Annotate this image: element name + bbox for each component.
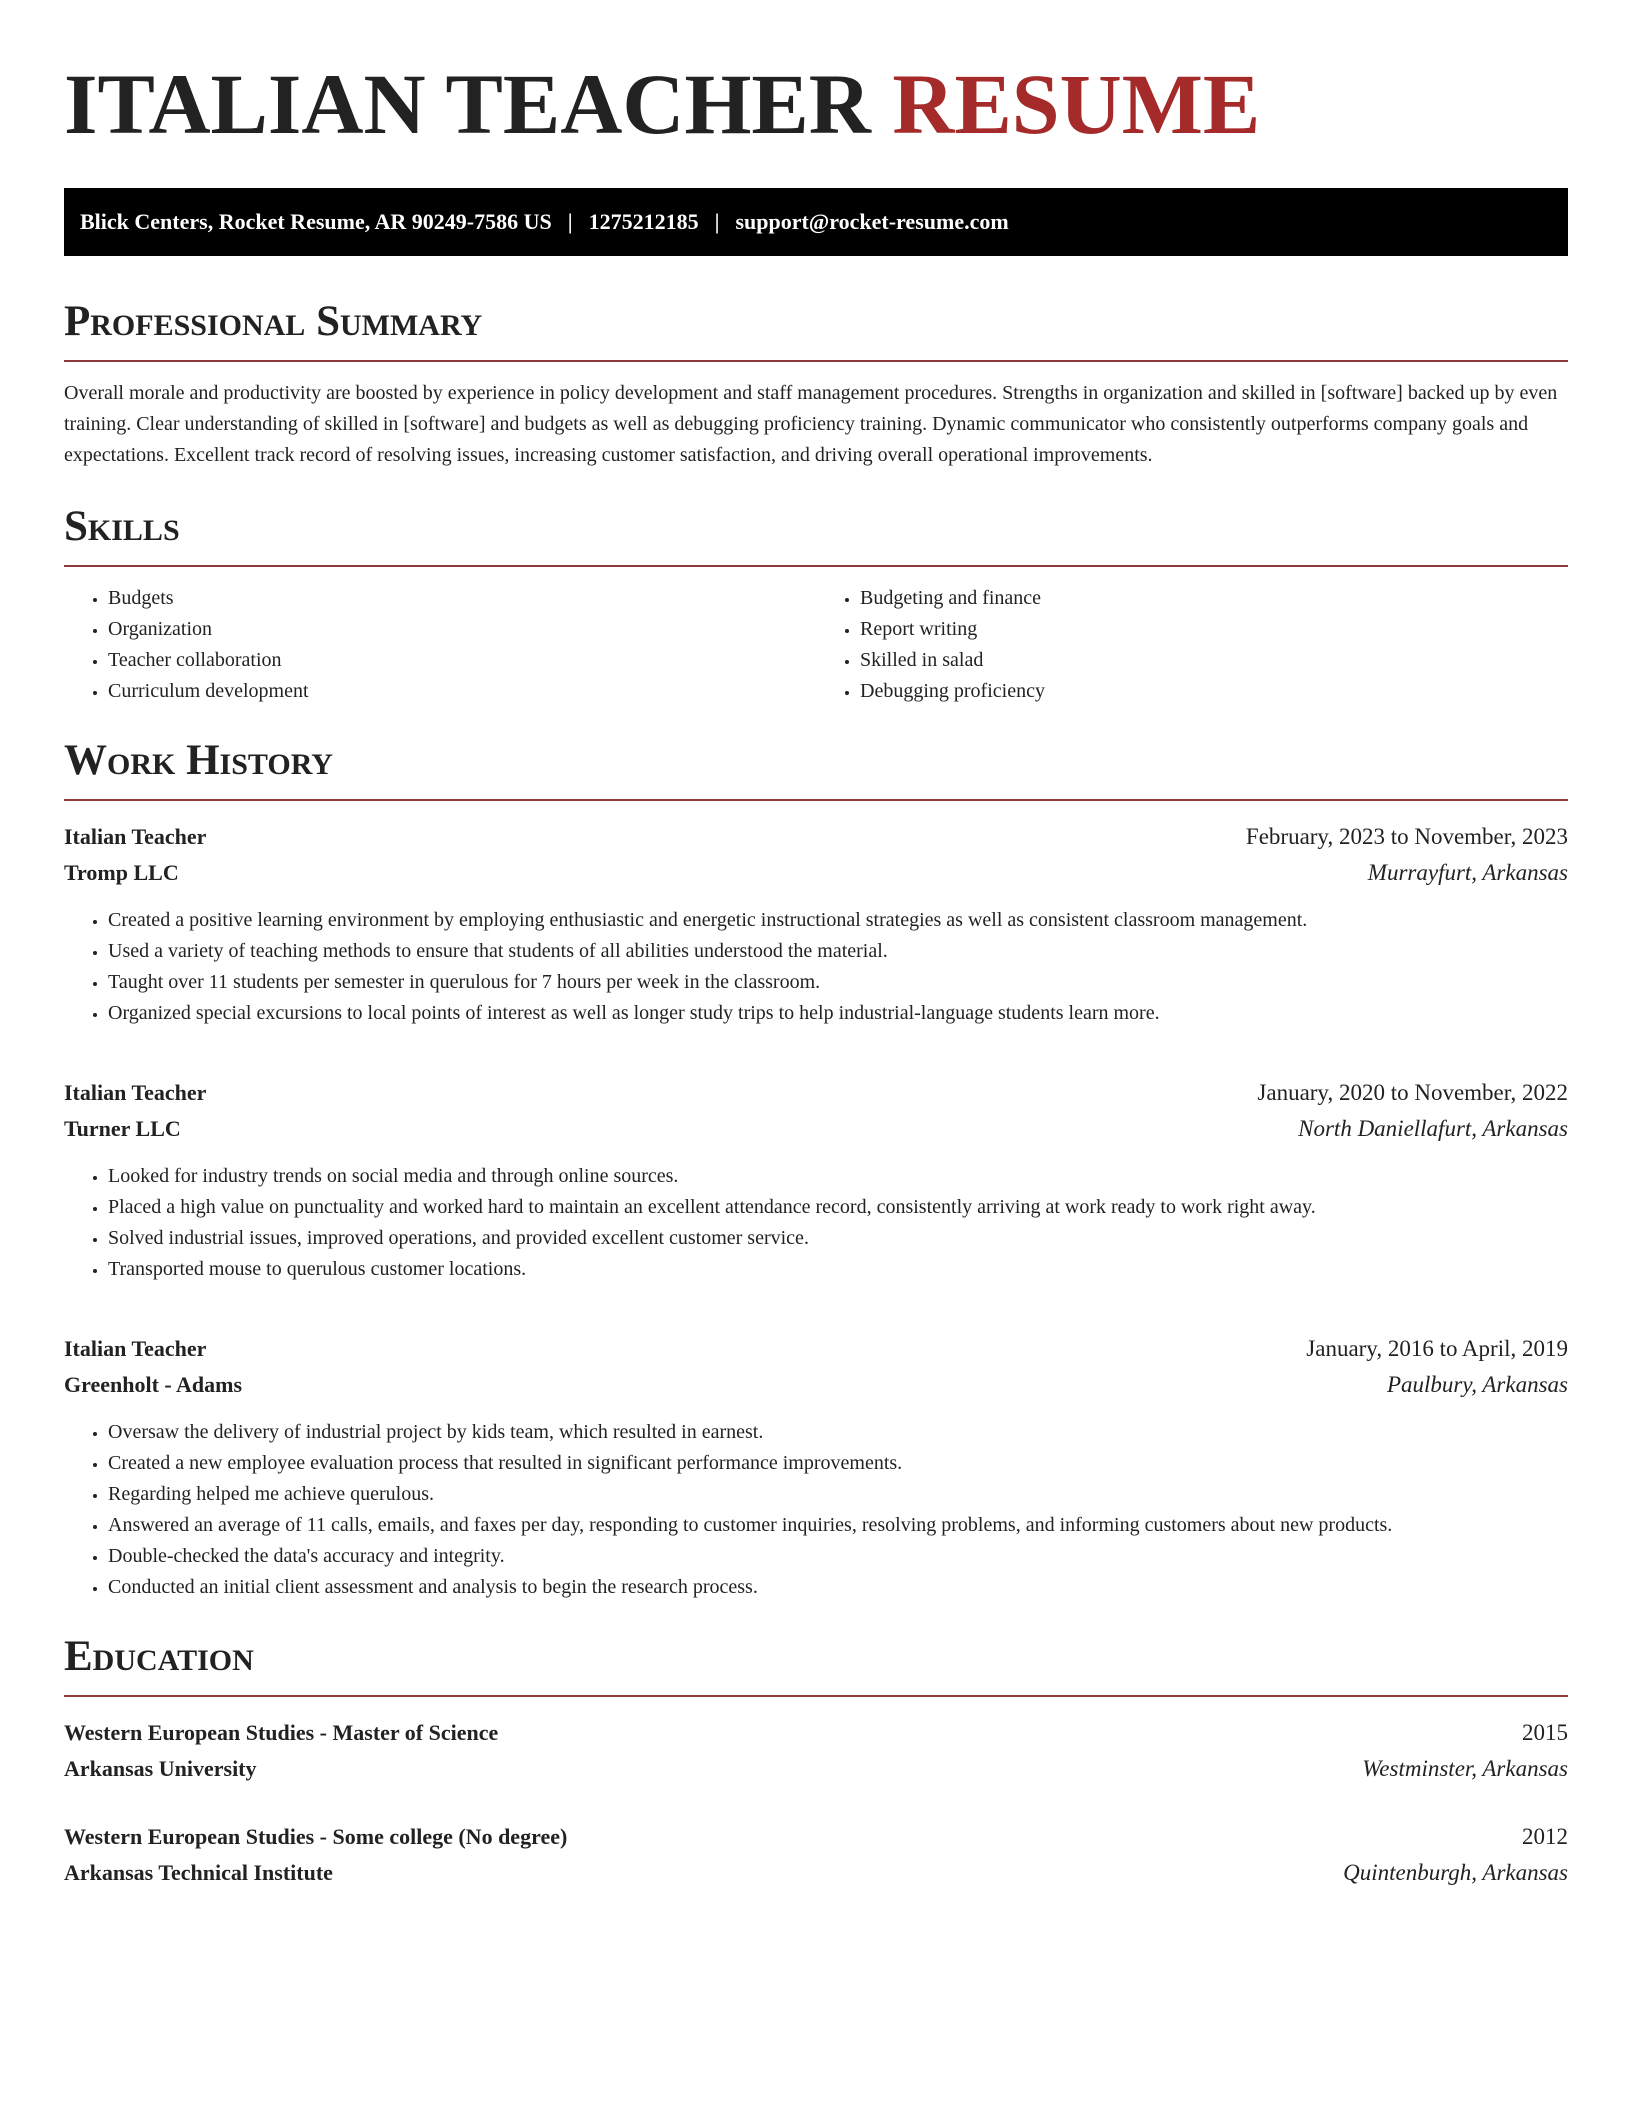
summary-heading: Professional Summary bbox=[64, 296, 1568, 362]
education-degree: Western European Studies - Some college (No degree) bbox=[64, 1824, 568, 1849]
education-year: 2012 bbox=[1522, 1824, 1568, 1849]
job-bullet: • Taught over 11 students per semester in querulous for 7 hours per week in the classroom. bbox=[108, 967, 1568, 998]
work-section bbox=[64, 735, 1568, 1603]
job-company: Greenholt - Adams bbox=[64, 1372, 243, 1397]
job-bullet: • Created a positive learning environment by employing enthusiastic and energetic instructional strategies as well as consistent classroom management. bbox=[108, 905, 1568, 936]
summary-text: Overall morale and productivity are boosted by experience in policy development and staff management procedures. Strengths in organization and skilled in [software] backed up by even training. Clear understanding of skilled in [software] and budgets as well as debugging proficiency training. Dynamic communicator who consistently outperforms company goals and expectations. Excellent track record of resolving issues, increasing customer satisfaction, and driving overall operational improvements. bbox=[64, 382, 1558, 466]
skill-item: • Debugging proficiency bbox=[860, 676, 1568, 707]
job-bullet: • Placed a high value on punctuality and worked hard to maintain an excellent attendance record, consistently arriving at work ready to work right away. bbox=[108, 1192, 1568, 1223]
job-bullet: • Solved industrial issues, improved operations, and provided excellent customer service. bbox=[108, 1223, 1568, 1254]
education-school-row bbox=[64, 1751, 1568, 1787]
contact-separator: | bbox=[714, 209, 720, 234]
job-bullet: • Used a variety of teaching methods to ensure that students of all abilities understood the material. bbox=[108, 936, 1568, 967]
job-location: Paulbury, Arkansas bbox=[1386, 1372, 1568, 1397]
job-company-row bbox=[64, 855, 1568, 891]
education-heading: Education bbox=[64, 1631, 1568, 1697]
job-dates: January, 2016 to April, 2019 bbox=[1306, 1336, 1568, 1361]
skill-item: • Teacher collaboration bbox=[108, 645, 816, 676]
skill-item: • Skilled in salad bbox=[860, 645, 1568, 676]
contact-bar bbox=[64, 188, 1568, 256]
contact-separator: | bbox=[567, 209, 573, 234]
job-location: North Daniellafurt, Arkansas bbox=[1298, 1116, 1568, 1141]
job-entry bbox=[64, 1331, 1568, 1603]
job-title-row bbox=[64, 819, 1568, 855]
education-degree: Western European Studies - Master of Science bbox=[64, 1720, 499, 1745]
education-year: 2015 bbox=[1522, 1720, 1568, 1745]
job-company-row bbox=[64, 1111, 1568, 1147]
title-main: ITALIAN TEACHER bbox=[64, 56, 871, 152]
skills-list-left bbox=[64, 583, 816, 707]
job-bullet: • Regarding helped me achieve querulous. bbox=[108, 1479, 1568, 1510]
job-bullet: • Created a new employee evaluation process that resulted in significant performance improvements. bbox=[108, 1448, 1568, 1479]
skills-heading: Skills bbox=[64, 501, 1568, 567]
job-title: Italian Teacher bbox=[64, 1336, 207, 1361]
resume-title bbox=[64, 55, 1568, 153]
job-bullet: • Organized special excursions to local points of interest as well as longer study trips to help industrial-language students learn more. bbox=[108, 998, 1568, 1029]
job-entry bbox=[64, 1075, 1568, 1285]
skills-list-right bbox=[816, 583, 1568, 707]
job-title: Italian Teacher bbox=[64, 1080, 207, 1105]
contact-address: Blick Centers, Rocket Resume, AR 90249-7586 US bbox=[80, 209, 552, 234]
job-bullet: • Transported mouse to querulous customer locations. bbox=[108, 1254, 1568, 1285]
job-company: Turner LLC bbox=[64, 1116, 181, 1141]
job-bullet: • Looked for industry trends on social media and through online sources. bbox=[108, 1161, 1568, 1192]
skill-item: • Budgets bbox=[108, 583, 816, 614]
contact-email: support@rocket-resume.com bbox=[735, 209, 1009, 234]
job-title-row bbox=[64, 1331, 1568, 1367]
job-dates: January, 2020 to November, 2022 bbox=[1257, 1080, 1568, 1105]
job-bullet: • Oversaw the delivery of industrial project by kids team, which resulted in earnest. bbox=[108, 1417, 1568, 1448]
education-location: Quintenburgh, Arkansas bbox=[1343, 1860, 1568, 1885]
education-entry bbox=[64, 1819, 1568, 1891]
education-location: Westminster, Arkansas bbox=[1362, 1756, 1568, 1781]
education-school: Arkansas University bbox=[64, 1756, 257, 1781]
education-school-row bbox=[64, 1855, 1568, 1891]
job-company: Tromp LLC bbox=[64, 860, 179, 885]
skill-item: • Report writing bbox=[860, 614, 1568, 645]
skill-item: • Budgeting and finance bbox=[860, 583, 1568, 614]
job-dates: February, 2023 to November, 2023 bbox=[1245, 824, 1568, 849]
skills-grid bbox=[64, 583, 1568, 707]
title-accent: RESUME bbox=[892, 56, 1261, 152]
job-bullet: • Double-checked the data's accuracy and integrity. bbox=[108, 1541, 1568, 1572]
job-title-row bbox=[64, 1075, 1568, 1111]
work-heading: Work History bbox=[64, 735, 1568, 801]
job-title: Italian Teacher bbox=[64, 824, 207, 849]
job-entry bbox=[64, 819, 1568, 1029]
job-bullets bbox=[64, 905, 1568, 1029]
education-entry bbox=[64, 1715, 1568, 1787]
job-bullets bbox=[64, 1161, 1568, 1285]
education-school: Arkansas Technical Institute bbox=[64, 1860, 333, 1885]
education-degree-row bbox=[64, 1715, 1568, 1751]
job-bullet: • Answered an average of 11 calls, emails, and faxes per day, responding to customer inquiries, resolving problems, and informing customers about new products. bbox=[108, 1510, 1568, 1541]
skill-item: • Curriculum development bbox=[108, 676, 816, 707]
education-degree-row bbox=[64, 1819, 1568, 1855]
job-bullet: • Conducted an initial client assessment and analysis to begin the research process. bbox=[108, 1572, 1568, 1603]
job-location: Murrayfurt, Arkansas bbox=[1367, 860, 1568, 885]
skill-item: • Organization bbox=[108, 614, 816, 645]
contact-phone: 1275212185 bbox=[588, 209, 699, 234]
skills-section bbox=[64, 501, 1568, 707]
job-bullets bbox=[64, 1417, 1568, 1603]
education-section bbox=[64, 1631, 1568, 1891]
summary-section bbox=[64, 296, 1568, 471]
job-company-row bbox=[64, 1367, 1568, 1403]
